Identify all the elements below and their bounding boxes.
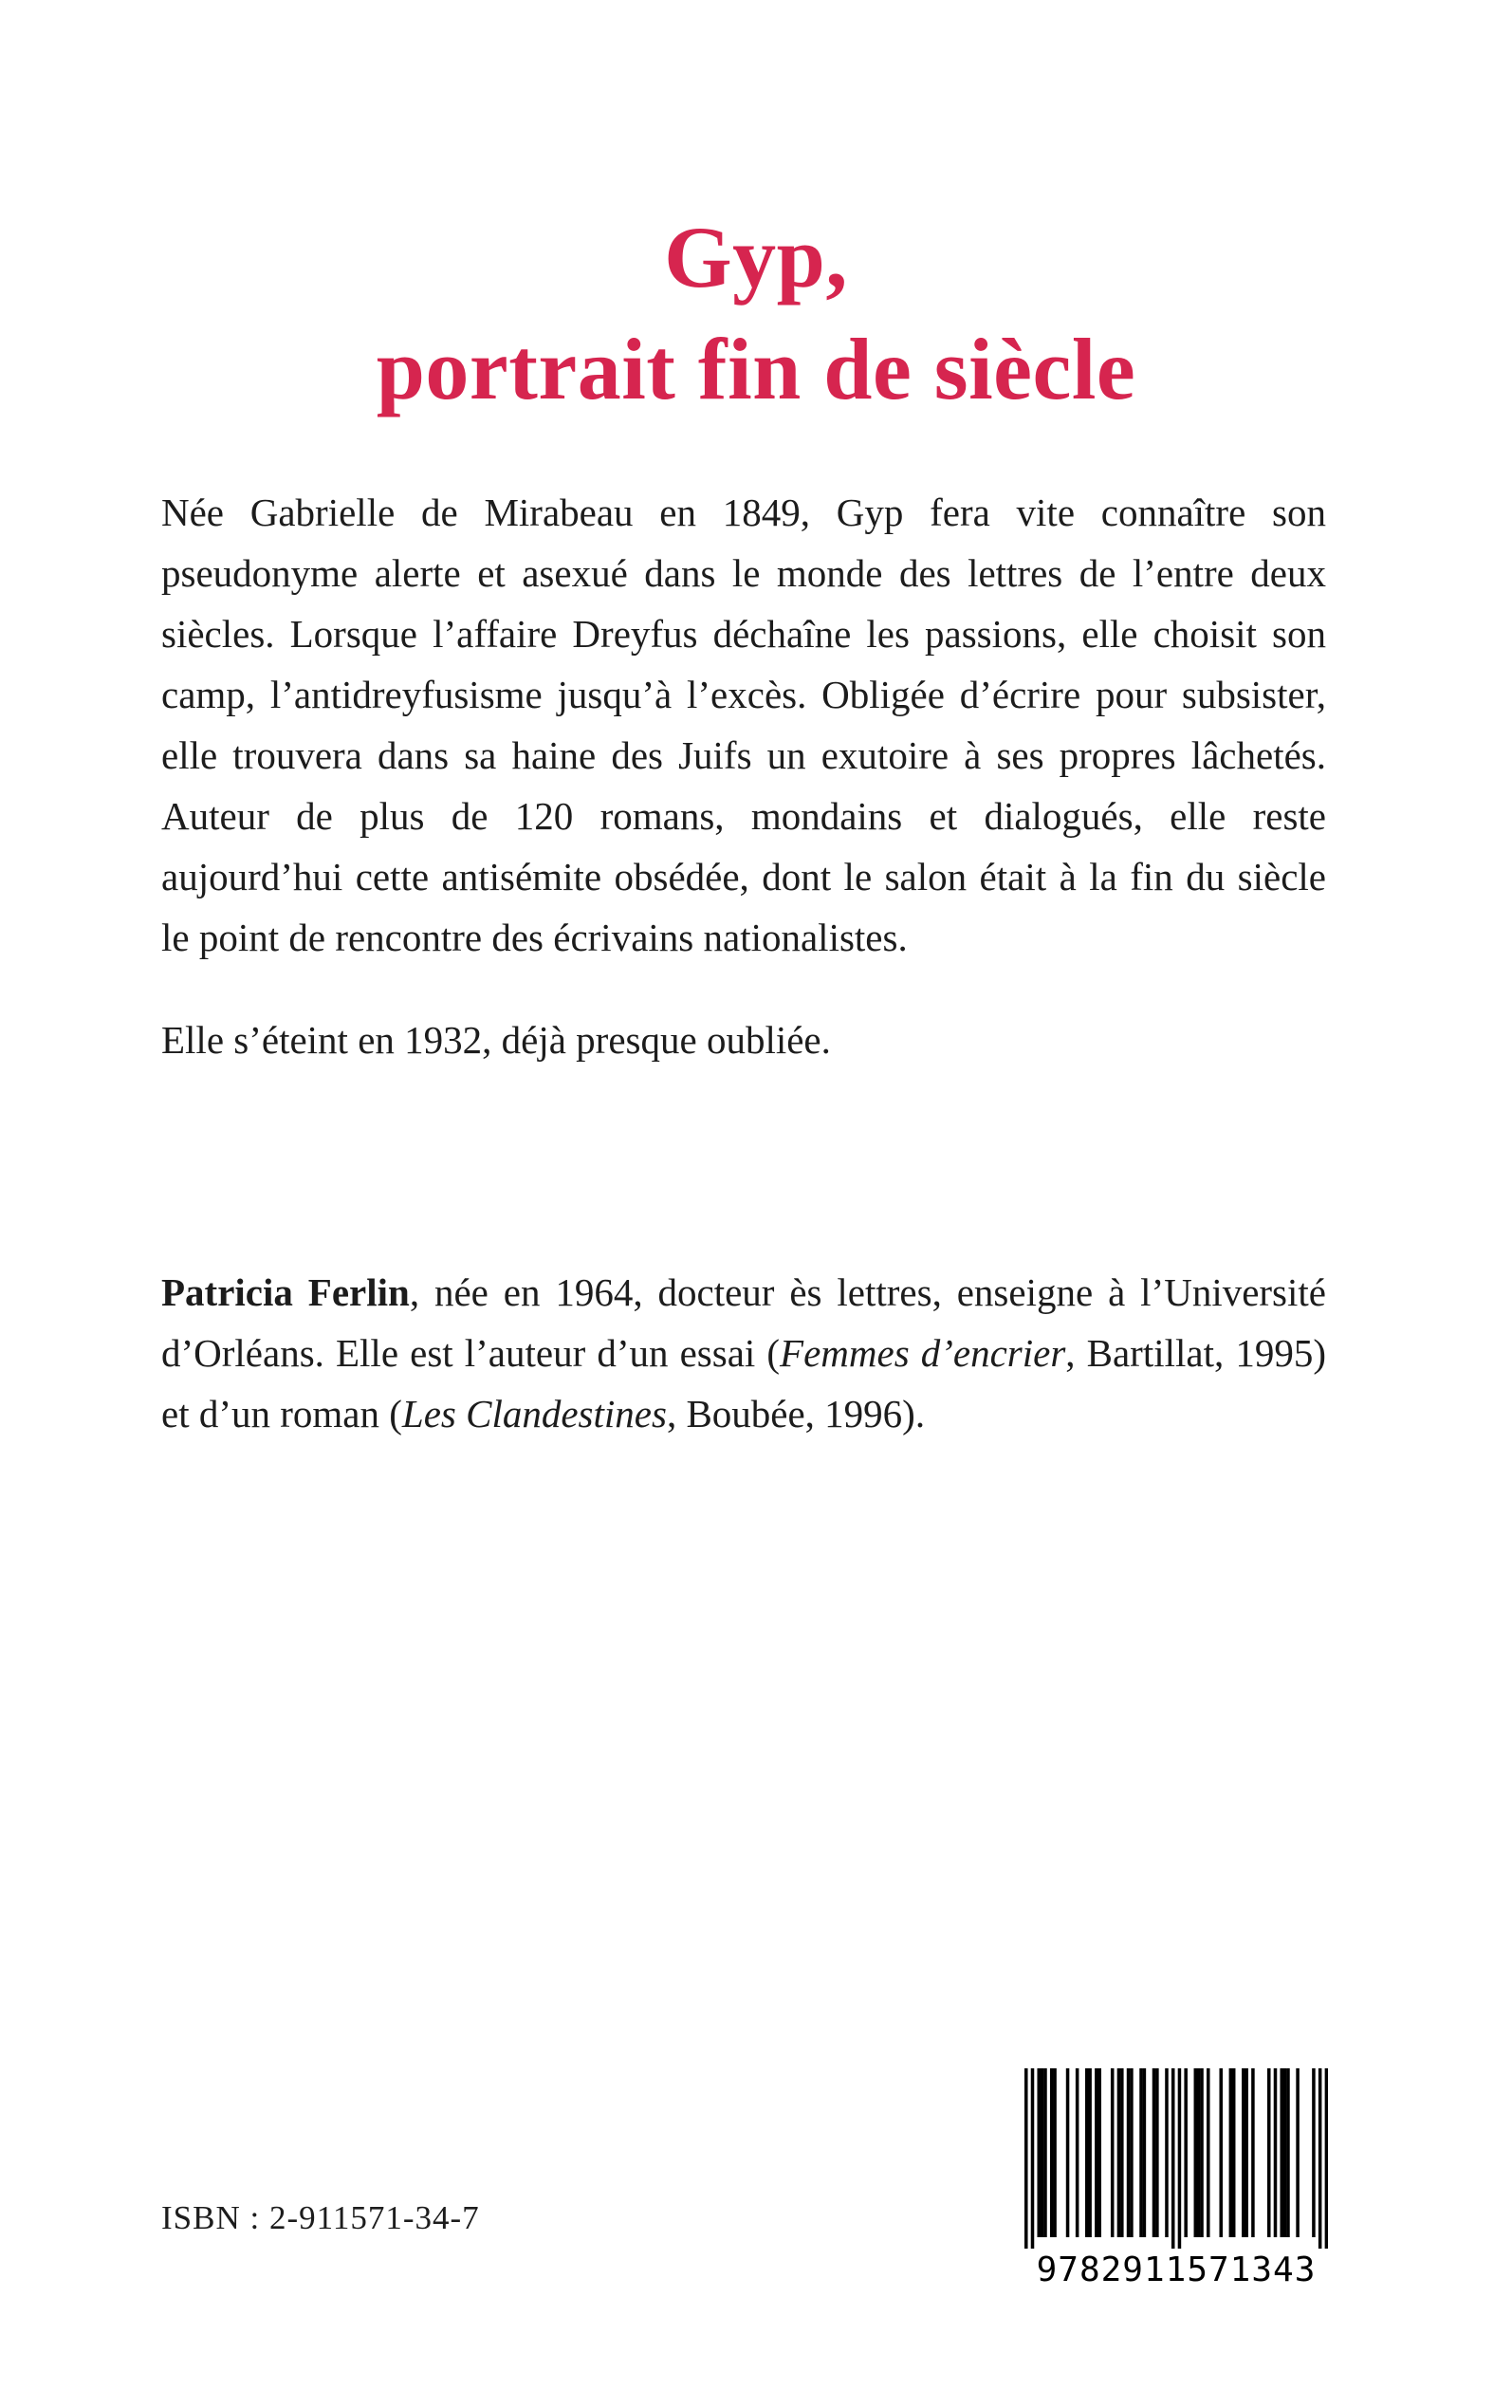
barcode-bar xyxy=(1184,2068,1188,2237)
barcode-bar xyxy=(1318,2068,1322,2249)
barcode-bar xyxy=(1155,2068,1159,2237)
barcode-bar xyxy=(1274,2068,1278,2237)
barcode-bar xyxy=(1283,2068,1287,2237)
barcode-bar xyxy=(1139,2068,1143,2237)
barcode-digits: 9782911571343 xyxy=(1036,2251,1317,2289)
barcode-bar xyxy=(1194,2068,1198,2237)
barcode-bar xyxy=(1178,2068,1182,2249)
barcode-bar xyxy=(1312,2068,1316,2237)
novel-title: Les Clandestines xyxy=(401,1392,667,1436)
barcode-bar xyxy=(1197,2068,1201,2237)
barcode-bar xyxy=(1280,2068,1283,2237)
essay-title: Femmes d’encrier xyxy=(780,1331,1066,1375)
barcode-bar xyxy=(1245,2068,1248,2237)
barcode-bar xyxy=(1117,2068,1121,2237)
barcode-bars xyxy=(1024,2068,1328,2249)
barcode-bar xyxy=(1171,2068,1175,2249)
title-line-2: portrait fin de siècle xyxy=(376,320,1136,417)
barcode-bar xyxy=(1076,2068,1079,2237)
barcode-bar xyxy=(1251,2068,1255,2237)
barcode-bar xyxy=(1085,2068,1089,2237)
barcode-bar xyxy=(1200,2068,1204,2237)
barcode-bar xyxy=(1165,2068,1169,2237)
author-bio-text-1: , née en 1964, docteur ès lettres, enseigne à l’Université d’Orléans. Elle est l’auteur d’un essai ( xyxy=(161,1270,1326,1375)
barcode-bar xyxy=(1050,2068,1054,2237)
barcode-bar xyxy=(1095,2068,1098,2237)
title-line-1: Gyp, xyxy=(664,208,848,306)
barcode-bar xyxy=(1286,2068,1290,2237)
book-title xyxy=(0,201,1512,425)
book-summary xyxy=(161,482,1326,1070)
barcode-bar xyxy=(1242,2068,1245,2237)
summary-paragraph-1: Née Gabrielle de Mirabeau en 1849, Gyp fera vite connaître son pseudonyme alerte et asexué dans le monde des lettres de l’entre deux siècles. Lorsque l’affaire Dreyfus déchaîne les passions, elle choisit son camp, l’antidreyfusisme jusqu’à l’excès. Obligée d’écrire pour subsister, elle trouvera dans sa haine des Juifs un exutoire à ses propres lâchetés. Auteur de plus de 120 romans, mondains et dialogués, elle reste aujourd’hui cette antisémite obsédée, dont le salon était à la fin du siècle le point de rencontre des écrivains nationalistes. xyxy=(161,491,1326,959)
barcode-bar xyxy=(1207,2068,1210,2237)
barcode-bar xyxy=(1053,2068,1057,2237)
barcode-bar xyxy=(1325,2068,1328,2249)
barcode-bar xyxy=(1267,2068,1271,2237)
barcode-bar xyxy=(1024,2068,1028,2249)
author-name: Patricia Ferlin xyxy=(161,1270,410,1314)
barcode-bar xyxy=(1088,2068,1092,2237)
author-bio-paragraph xyxy=(161,1262,1326,1444)
barcode-bar xyxy=(1066,2068,1070,2237)
barcode-icon xyxy=(1024,2068,1328,2258)
author-bio xyxy=(161,1262,1326,1444)
barcode-bar xyxy=(1229,2068,1233,2237)
isbn-label: ISBN : 2-911571-34-7 xyxy=(161,2199,480,2236)
barcode-bar xyxy=(1152,2068,1156,2237)
barcode-bar xyxy=(1143,2068,1147,2237)
barcode-bar xyxy=(1232,2068,1236,2237)
barcode-bar xyxy=(1120,2068,1124,2237)
barcode-bar xyxy=(1097,2068,1101,2237)
barcode-bar xyxy=(1037,2068,1041,2237)
barcode-bar xyxy=(1296,2068,1300,2237)
barcode-bar xyxy=(1127,2068,1131,2237)
barcode-bar xyxy=(1111,2068,1115,2237)
barcode-bar xyxy=(1130,2068,1134,2237)
barcode-bar xyxy=(1219,2068,1223,2237)
author-bio-text-2: , Bartillat, 1995) et d’un roman ( xyxy=(161,1331,1326,1436)
author-bio-text-3: , Boubée, 1996). xyxy=(666,1392,926,1436)
barcode-bar xyxy=(1043,2068,1047,2237)
barcode-bar xyxy=(1031,2068,1035,2249)
barcode-bar xyxy=(1041,2068,1044,2237)
summary-paragraph-2: Elle s’éteint en 1932, déjà presque oubliée. xyxy=(161,1018,831,1062)
